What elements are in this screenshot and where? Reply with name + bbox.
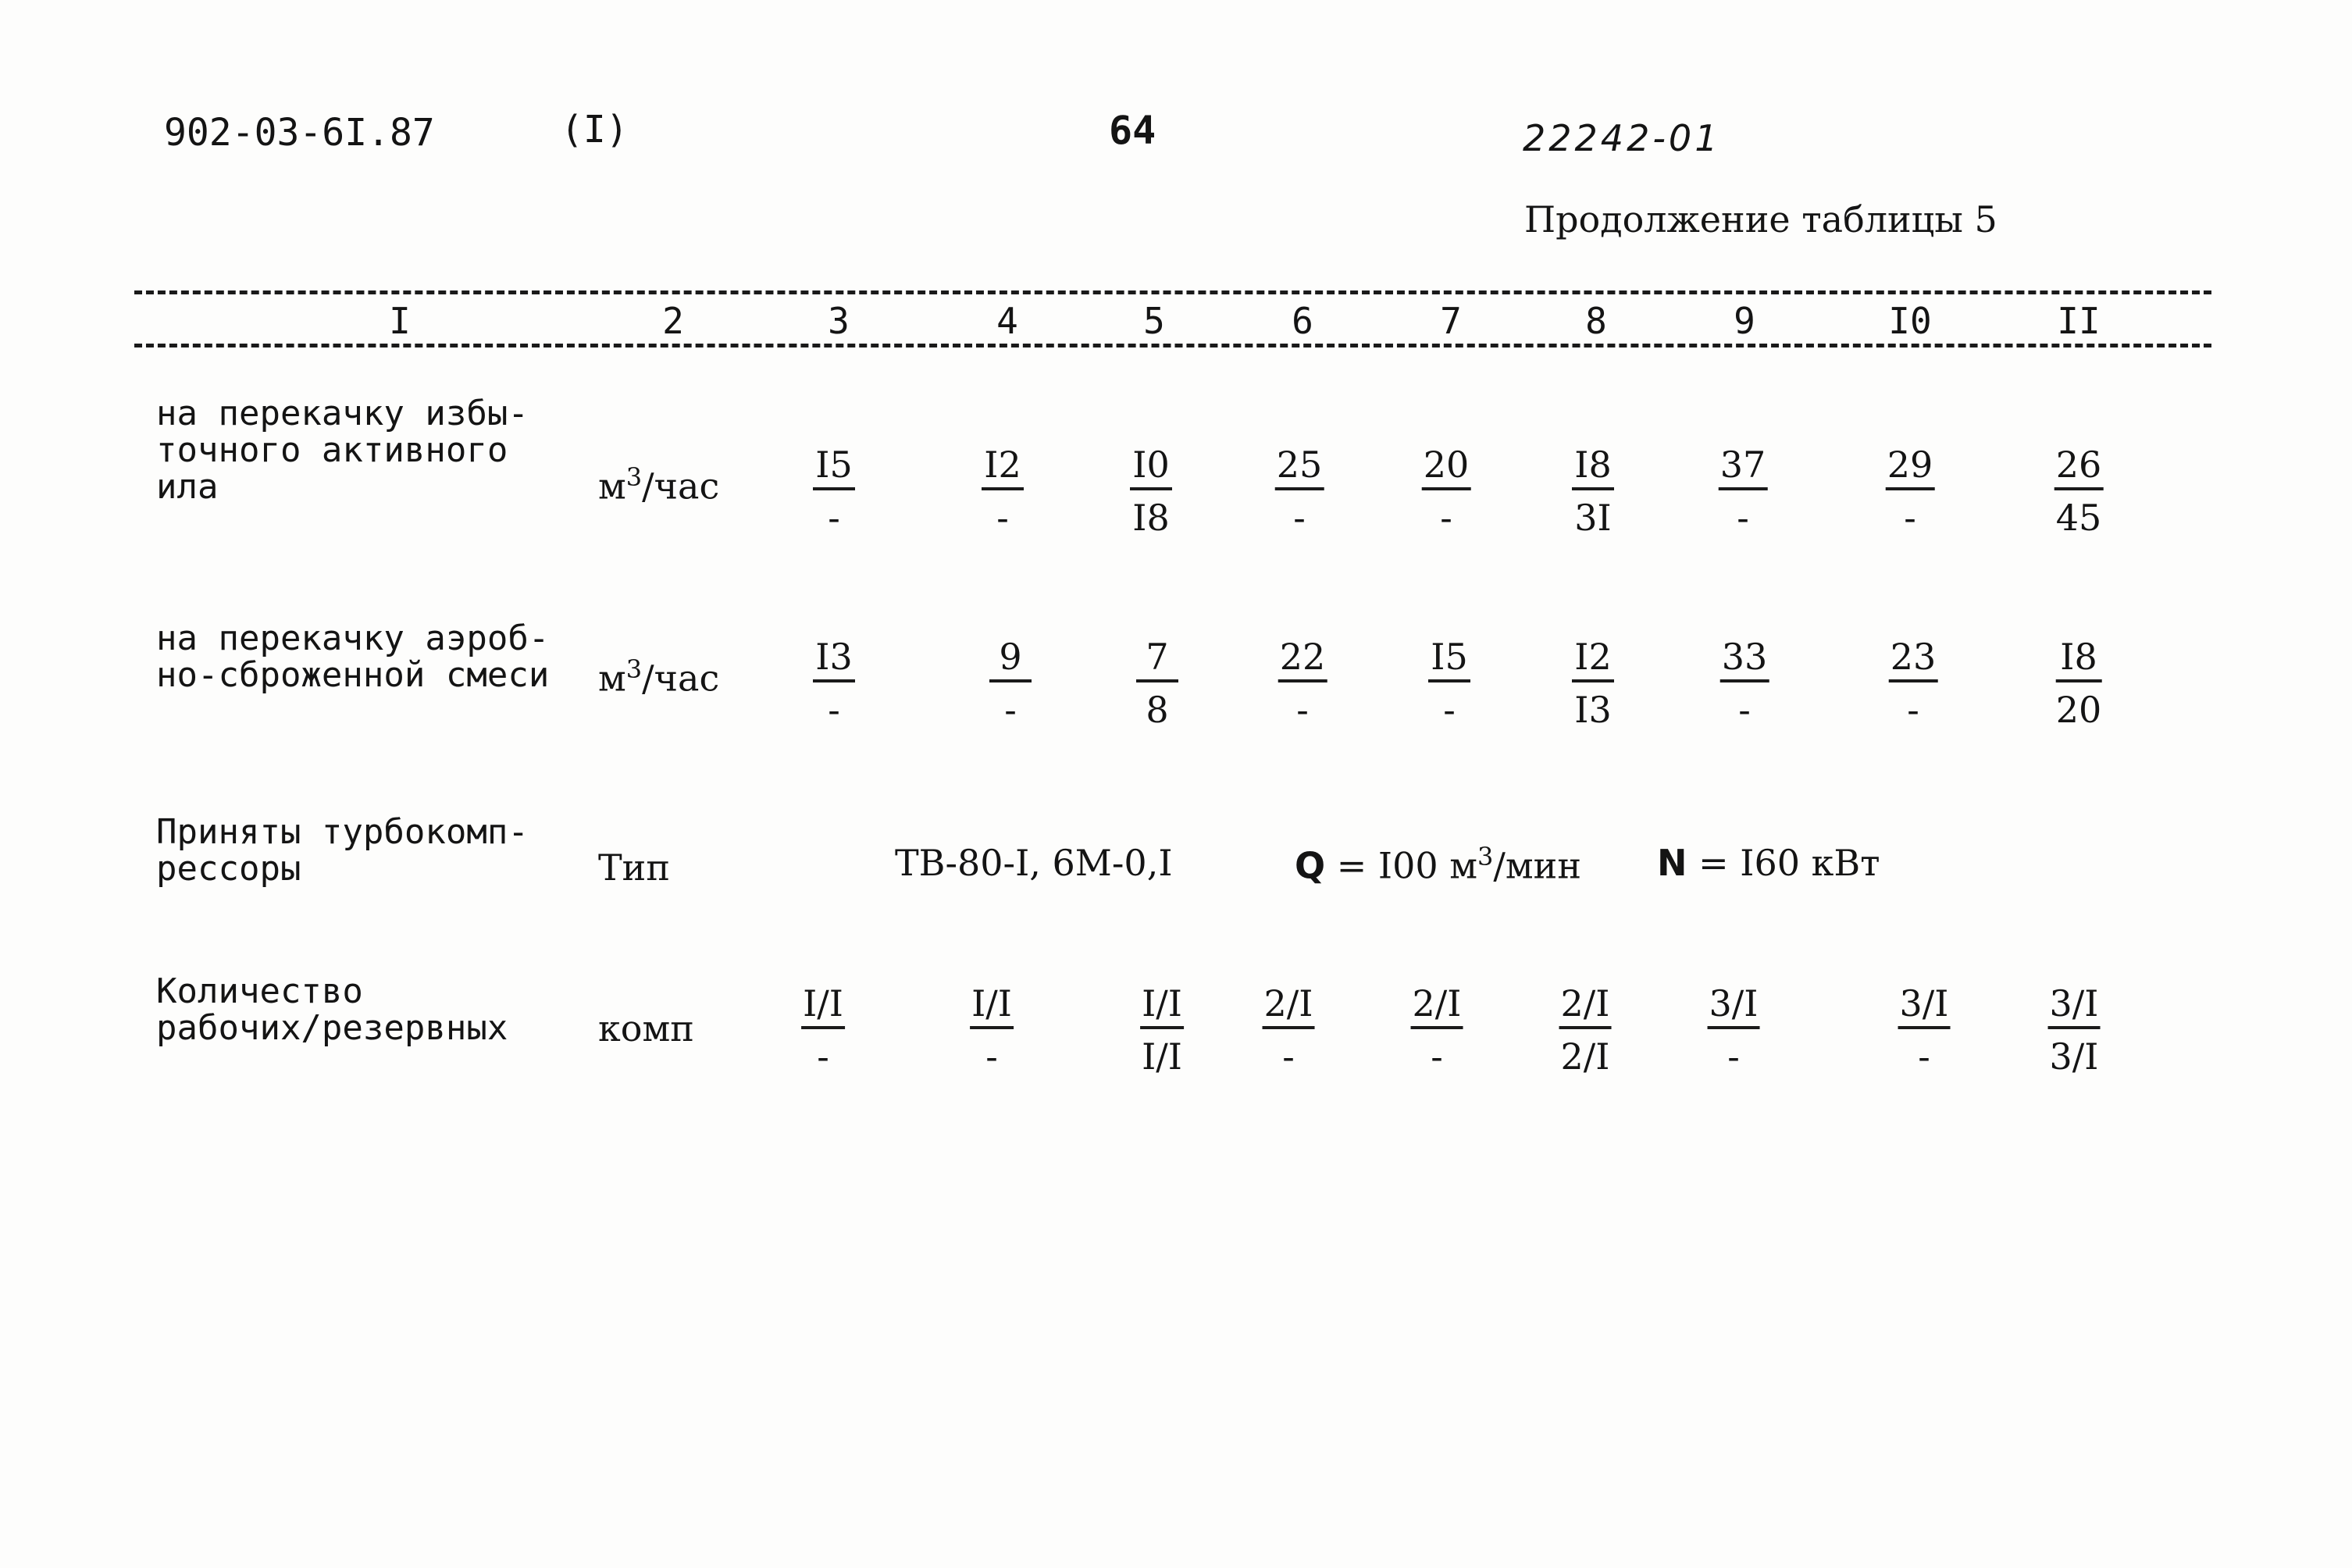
column-number: I0 xyxy=(1888,300,1932,342)
row-label-line: Количество xyxy=(156,971,363,1011)
compressor-model: ТВ-80-I, 6М-0,I xyxy=(895,842,1173,884)
column-number: 6 xyxy=(1292,300,1313,342)
table-cell: I5 - xyxy=(813,447,855,536)
table-cell: $\frac{I8}{20}$ xyxy=(2055,636,2102,731)
compressor-power: N = I60 кВт xyxy=(1657,842,1880,884)
row-unit: $м^3$/час xyxy=(598,462,720,508)
table-cell: 2/I - xyxy=(1412,982,1462,1078)
table-cell: 3/I - xyxy=(1709,982,1759,1078)
row-label-line: ила xyxy=(156,467,219,507)
row-label-quantity xyxy=(156,973,508,1046)
compressor-flow: Q = I00 $м^3$/мин xyxy=(1295,842,1581,887)
table-cell: $\frac{I/I}{I/I}$ xyxy=(1142,982,1182,1078)
column-number: 7 xyxy=(1440,300,1462,342)
row-label-line: точного активного xyxy=(156,430,508,470)
table-cell: $\frac{7}{8}$ xyxy=(1136,639,1178,728)
table-continuation-title: Продолжение таблицы 5 xyxy=(1524,198,1997,241)
table-cell: $\frac{3/I}{3/I}$ xyxy=(2049,982,2099,1078)
table-cell: $\frac{I2}{I3}$ xyxy=(1572,639,1614,728)
table-cell: $\frac{I8}{3I}$ xyxy=(1572,447,1614,536)
column-number: I xyxy=(389,300,411,342)
row-unit: комп xyxy=(598,1007,694,1049)
table-cell: 2/I - xyxy=(1263,982,1313,1078)
table-cell: I5 - xyxy=(1428,639,1470,728)
table-cell: $\frac{2/I}{2/I}$ xyxy=(1560,982,1610,1078)
part-number: (I) xyxy=(561,108,629,151)
row-label-compressors xyxy=(156,814,529,887)
column-number: II xyxy=(2057,300,2101,342)
table-cell: I3 - xyxy=(813,639,855,728)
table-cell: I/I - xyxy=(971,982,1012,1078)
row-label-line: рессоры xyxy=(156,849,301,889)
row-label-line: Приняты турбокомп- xyxy=(156,812,529,852)
table-cell: 9 - xyxy=(989,639,1032,728)
column-number: 8 xyxy=(1585,300,1607,342)
table-rule-bottom xyxy=(134,344,2211,347)
table-cell: 25 - xyxy=(1276,444,1323,539)
row-label-line: на перекачку аэроб- xyxy=(156,618,550,658)
row-label-excess-sludge xyxy=(156,395,529,505)
row-label-line: но-сброженной смеси xyxy=(156,655,550,695)
table-cell: $\frac{I0}{I8}$ xyxy=(1130,447,1172,536)
table-cell: 22 - xyxy=(1279,636,1326,731)
table-cell: 20 - xyxy=(1423,444,1470,539)
row-label-aerobic-mixture xyxy=(156,620,549,693)
table-rule-top xyxy=(134,290,2211,294)
column-number: 5 xyxy=(1143,300,1165,342)
column-number: 3 xyxy=(828,300,850,342)
row-unit: Тип xyxy=(598,846,670,889)
row-label-line: рабочих/резервных xyxy=(156,1008,508,1048)
table-cell: I/I - xyxy=(803,982,843,1078)
table-cell: 23 - xyxy=(1890,636,1937,731)
column-number: 4 xyxy=(996,300,1018,342)
table-cell: 3/I - xyxy=(1899,982,1949,1078)
table-cell: $\frac{26}{45}$ xyxy=(2055,444,2102,539)
row-label-line: на перекачку избы- xyxy=(156,394,529,433)
table-cell: 29 - xyxy=(1887,444,1933,539)
column-number: 2 xyxy=(662,300,684,342)
sheet-code: 22242-01 xyxy=(1523,117,1721,159)
column-number: 9 xyxy=(1734,300,1755,342)
table-cell: 33 - xyxy=(1721,636,1768,731)
page-number: 64 xyxy=(1109,108,1156,153)
document-code: 902-03-6I.87 xyxy=(164,111,435,155)
table-cell: I2 - xyxy=(982,447,1024,536)
table-cell: 37 - xyxy=(1719,444,1766,539)
row-unit: $м^3$/час xyxy=(598,654,720,700)
